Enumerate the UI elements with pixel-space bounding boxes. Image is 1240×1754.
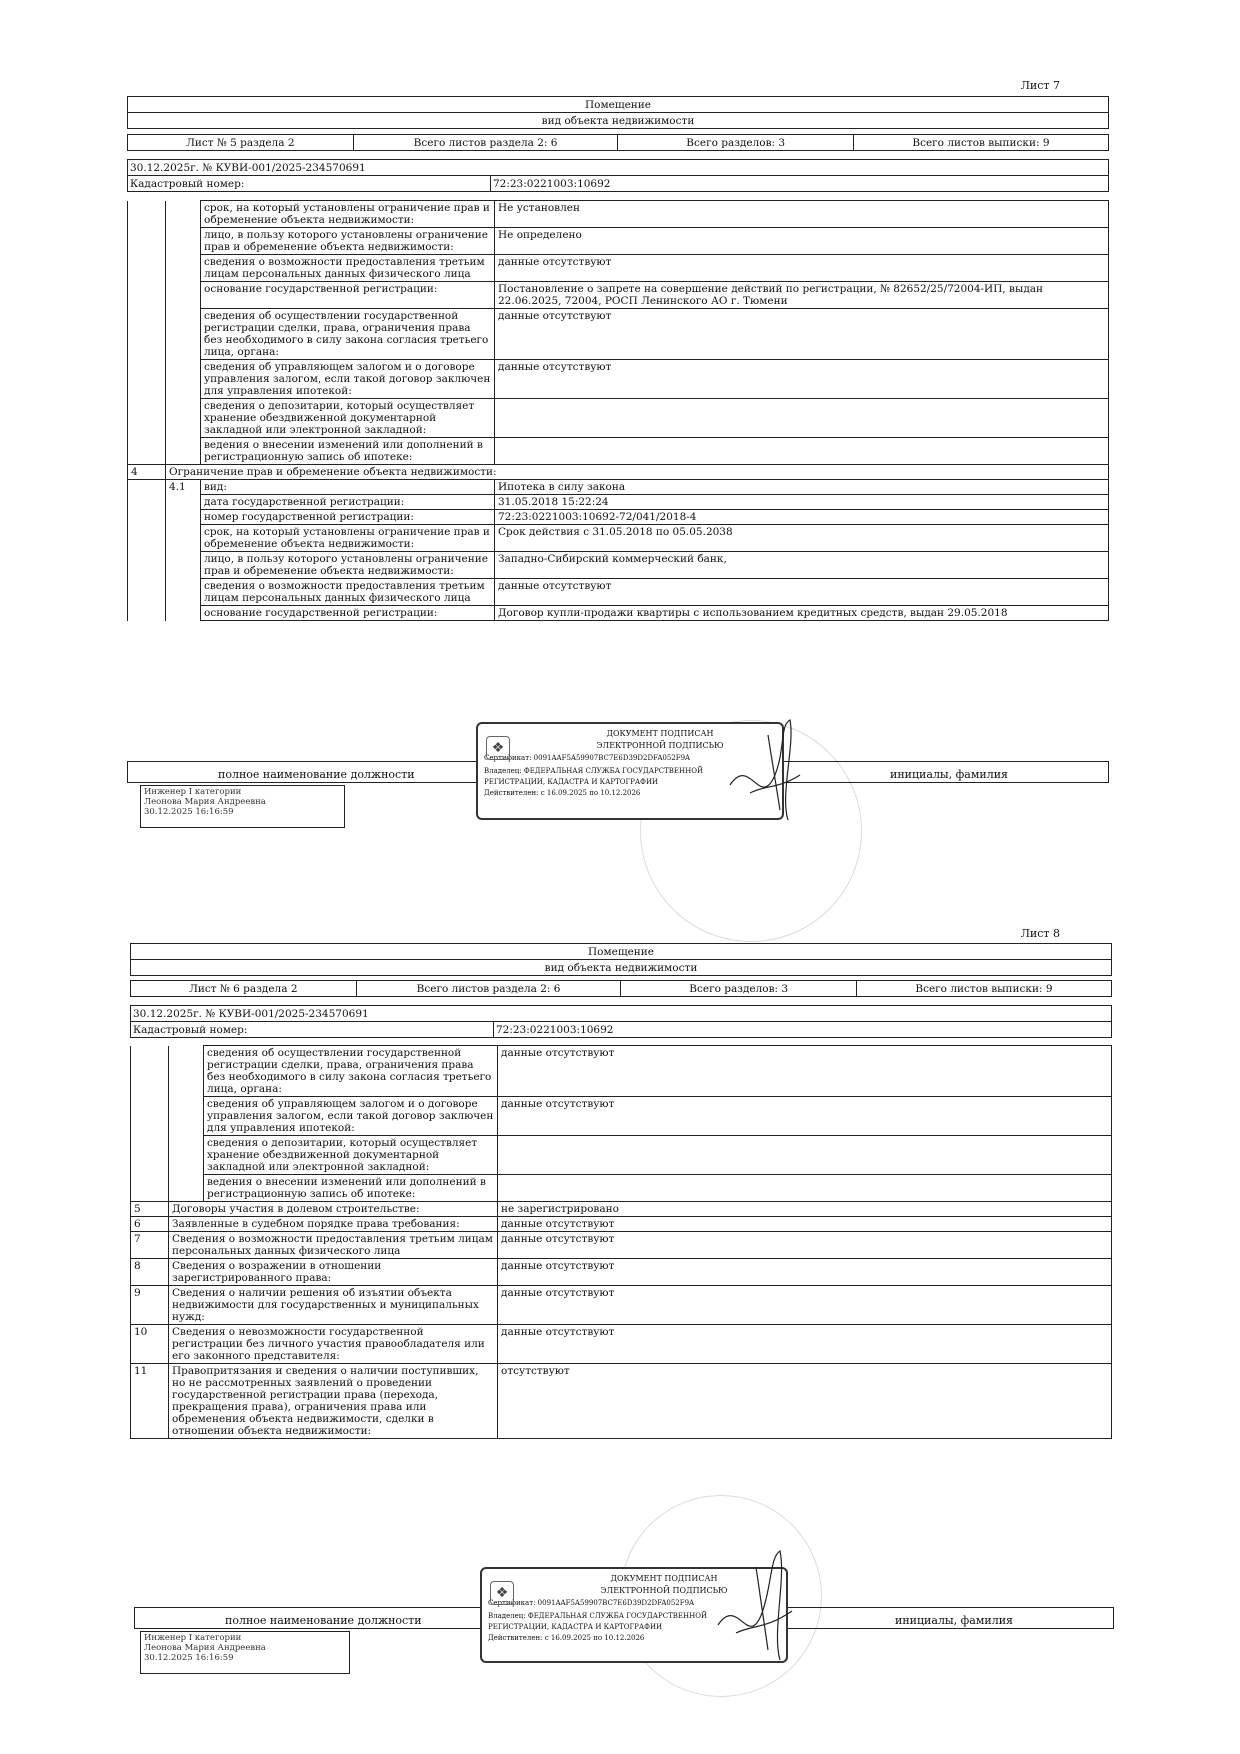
sheet-number: Лист 7	[1020, 79, 1060, 92]
field-value: Срок действия с 31.05.2018 по 05.05.2038	[495, 525, 1109, 552]
cadastral-label: Кадастровый номер:	[128, 176, 491, 192]
field-value: Постановление о запрете на совершение действий по регистрации, № 82652/25/72004-ИП, выдан 22.06.2025, 72004, РОСП Ленинского АО г. Тюмени	[495, 282, 1109, 309]
field-label: сведения о депозитарии, который осуществляет хранение обездвиженной документарной закладной или электронной закладной:	[201, 399, 495, 438]
owner-2: РЕГИСТРАЦИИ, КАДАСТРА И КАРТОГРАФИИ	[484, 778, 659, 786]
table-row	[131, 1046, 1112, 1097]
table-row	[128, 606, 1109, 621]
table-row	[131, 1136, 1112, 1175]
subsection-number-cell	[169, 1046, 204, 1097]
field-label: Правопритязания и сведения о наличии поступивших, но не рассмотренных заявлений о проведении государственной регистрации права (перехода, прекращения права), ограничения права или обременения объекта недвижимости, сделки в отношении объекта недвижимости:	[169, 1364, 498, 1439]
field-label: Сведения о возможности предоставления третьим лицам персональных данных физического лица	[169, 1232, 498, 1259]
field-value: 72:23:0221003:10692-72/041/2018-4	[495, 510, 1109, 525]
encumbrance-table	[127, 200, 1109, 621]
doc-number: 30.12.2025г. № КУВИ-001/2025-234570691	[128, 160, 1109, 176]
employee-position: Инженер I категории	[144, 787, 242, 797]
row-number-cell	[128, 255, 166, 282]
field-value: Не определено	[495, 228, 1109, 255]
subsection-number-cell	[169, 1097, 204, 1136]
total-sheets-section: Всего листов раздела 2: 6	[356, 981, 621, 997]
valid-period: Действителен: с 16.09.2025 по 10.12.2026	[488, 1634, 645, 1642]
table-row	[131, 1325, 1112, 1364]
employee-box	[140, 1631, 350, 1674]
field-label: вид:	[201, 480, 495, 495]
field-label: основание государственной регистрации:	[201, 606, 495, 621]
field-label: сведения об управляющем залогом и о договоре управления залогом, если такой договор заключен для управления ипотекой:	[204, 1097, 498, 1136]
table-row	[131, 1259, 1112, 1286]
row-number-cell: 8	[131, 1259, 169, 1286]
table-row	[128, 480, 1109, 495]
initials-label: инициалы, фамилия	[894, 1614, 1013, 1627]
rights-table	[130, 1045, 1112, 1439]
field-value	[498, 1136, 1112, 1175]
section-number: 4	[128, 465, 166, 480]
field-label: ведения о внесении изменений или дополнений в регистрационную запись об ипотеке:	[201, 438, 495, 465]
table-row	[131, 1364, 1112, 1439]
field-label: ведения о внесении изменений или дополнений в регистрационную запись об ипотеке:	[204, 1175, 498, 1202]
position-label: полное наименование должности	[225, 1614, 422, 1627]
row-number-cell: 9	[131, 1286, 169, 1325]
employee-datetime: 30.12.2025 16:16:59	[144, 807, 234, 817]
field-value: данные отсутствуют	[498, 1046, 1112, 1097]
table-row	[128, 309, 1109, 360]
row-number-cell	[128, 201, 166, 228]
table-row	[128, 282, 1109, 309]
field-label: Сведения о наличии решения об изъятии объекта недвижимости для государственных и муниципальных нужд:	[169, 1286, 498, 1325]
employee-name: Леонова Мария Андреевна	[144, 1643, 266, 1653]
total-sections: Всего разделов: 3	[618, 135, 853, 151]
table-row	[128, 438, 1109, 465]
subsection-number-cell	[166, 255, 201, 282]
row-number-cell	[128, 309, 166, 360]
total-sheets: Всего листов выписки: 9	[853, 135, 1108, 151]
row-number-cell	[128, 552, 166, 579]
field-value: данные отсутствуют	[495, 309, 1109, 360]
field-value: данные отсутствуют	[498, 1232, 1112, 1259]
emblem-icon: ❖	[486, 736, 510, 760]
sheet-no: Лист № 5 раздела 2	[128, 135, 354, 151]
certificate: Сертификат: 0091AAF5A59907BC7E6D39D2DFA052F9A	[484, 754, 691, 762]
total-sheets-section: Всего листов раздела 2: 6	[353, 135, 618, 151]
row-number-cell	[128, 579, 166, 606]
doc-number-block	[127, 159, 1109, 192]
field-value: Договор купли-продажи квартиры с использованием кредитных средств, выдан 29.05.2018	[495, 606, 1109, 621]
subsection-number-cell	[166, 495, 201, 510]
subsection-number-cell	[166, 438, 201, 465]
subsection-number-cell	[166, 552, 201, 579]
field-label: лицо, в пользу которого установлены ограничение прав и обременение объекта недвижимости:	[201, 228, 495, 255]
total-sheets: Всего листов выписки: 9	[856, 981, 1111, 997]
sheet-no: Лист № 6 раздела 2	[131, 981, 357, 997]
field-label: номер государственной регистрации:	[201, 510, 495, 525]
row-number-cell	[131, 1097, 169, 1136]
table-row	[128, 201, 1109, 228]
row-number-cell	[128, 480, 166, 495]
sheet-number: Лист 8	[1020, 927, 1060, 940]
row-number-cell	[131, 1046, 169, 1097]
field-value: Ипотека в силу закона	[495, 480, 1109, 495]
sheet-counters	[127, 134, 1109, 151]
field-label: сведения об управляющем залогом и о договоре управления залогом, если такой договор заключен для управления ипотекой:	[201, 360, 495, 399]
subsection-number-cell	[169, 1175, 204, 1202]
table-row	[128, 255, 1109, 282]
object-type-header	[127, 96, 1109, 129]
table-row	[131, 1202, 1112, 1217]
table-row	[131, 1286, 1112, 1325]
row-number-cell: 11	[131, 1364, 169, 1439]
row-number-cell	[128, 606, 166, 621]
table-row	[131, 1097, 1112, 1136]
section-title: Ограничение прав и обременение объекта недвижимости:	[166, 465, 1109, 480]
field-label: лицо, в пользу которого установлены ограничение прав и обременение объекта недвижимости:	[201, 552, 495, 579]
subsection-number-cell	[166, 309, 201, 360]
row-number-cell	[128, 525, 166, 552]
row-number-cell	[128, 360, 166, 399]
field-label: срок, на который установлены ограничение прав и обременение объекта недвижимости:	[201, 201, 495, 228]
total-sections: Всего разделов: 3	[621, 981, 856, 997]
field-value: данные отсутствуют	[498, 1097, 1112, 1136]
cadastral-label: Кадастровый номер:	[131, 1022, 494, 1038]
handwritten-signature	[720, 715, 810, 825]
field-label: Сведения о возражении в отношении зарегистрированного права:	[169, 1259, 498, 1286]
cadastral-value: 72:23:0221003:10692	[490, 176, 1108, 192]
doc-number-block	[130, 1005, 1112, 1038]
subsection-number-cell	[166, 282, 201, 309]
cadastral-value: 72:23:0221003:10692	[493, 1022, 1111, 1038]
subsection-number-cell	[166, 360, 201, 399]
sheet-counters	[130, 980, 1112, 997]
row-number-cell	[128, 510, 166, 525]
field-value: данные отсутствуют	[495, 579, 1109, 606]
field-label: сведения об осуществлении государственной регистрации сделки, права, ограничения права без необходимого в силу закона согласия третьего лица, органа:	[201, 309, 495, 360]
table-row	[128, 228, 1109, 255]
subsection-number-cell	[169, 1136, 204, 1175]
table-row	[128, 552, 1109, 579]
employee-box	[140, 785, 345, 828]
subsection-number-cell	[166, 510, 201, 525]
field-label: основание государственной регистрации:	[201, 282, 495, 309]
field-value: данные отсутствуют	[495, 255, 1109, 282]
initials-label: инициалы, фамилия	[889, 768, 1008, 781]
section-row	[128, 465, 1109, 480]
field-value: данные отсутствуют	[498, 1217, 1112, 1232]
field-label: сведения о депозитарии, который осуществляет хранение обездвиженной документарной закладной или электронной закладной:	[204, 1136, 498, 1175]
emblem-icon: ❖	[490, 1581, 514, 1605]
field-label: Сведения о невозможности государственной регистрации без личного участия правообладателя или его законного представителя:	[169, 1325, 498, 1364]
row-number-cell: 7	[131, 1232, 169, 1259]
field-value: Не установлен	[495, 201, 1109, 228]
position-label: полное наименование должности	[218, 768, 415, 781]
field-label: сведения об осуществлении государственной регистрации сделки, права, ограничения права без необходимого в силу закона согласия третьего лица, органа:	[204, 1046, 498, 1097]
subsection-number-cell: 4.1	[166, 480, 201, 495]
employee-datetime: 30.12.2025 16:16:59	[144, 1653, 234, 1663]
table-row	[131, 1175, 1112, 1202]
object-type: Помещение	[131, 944, 1112, 960]
field-value: данные отсутствуют	[498, 1259, 1112, 1286]
subsection-number-cell	[166, 201, 201, 228]
subsection-number-cell	[166, 606, 201, 621]
table-row	[128, 525, 1109, 552]
field-label: срок, на который установлены ограничение прав и обременение объекта недвижимости:	[201, 525, 495, 552]
field-label: Заявленные в судебном порядке права требования:	[169, 1217, 498, 1232]
object-type: Помещение	[128, 97, 1109, 113]
table-row	[128, 399, 1109, 438]
row-number-cell	[131, 1175, 169, 1202]
object-type-header	[130, 943, 1112, 976]
valid-period: Действителен: с 16.09.2025 по 10.12.2026	[484, 789, 641, 797]
field-value: Западно-Сибирский коммерческий банк,	[495, 552, 1109, 579]
table-row	[128, 510, 1109, 525]
handwritten-signature	[710, 1545, 800, 1665]
table-row	[131, 1232, 1112, 1259]
stamp-title-1: ДОКУМЕНТ ПОДПИСАН	[606, 729, 714, 738]
table-row	[131, 1217, 1112, 1232]
object-type-subtitle: вид объекта недвижимости	[128, 113, 1109, 129]
field-label: сведения о возможности предоставления третьим лицам персональных данных физического лица	[201, 579, 495, 606]
field-value: данные отсутствуют	[495, 360, 1109, 399]
field-label: Договоры участия в долевом строительстве:	[169, 1202, 498, 1217]
stamp-title-2: ЭЛЕКТРОННОЙ ПОДПИСЬЮ	[596, 741, 724, 750]
row-number-cell: 6	[131, 1217, 169, 1232]
employee-name: Леонова Мария Андреевна	[144, 797, 266, 807]
field-value: 31.05.2018 15:22:24	[495, 495, 1109, 510]
row-number-cell	[128, 228, 166, 255]
employee-position: Инженер I категории	[144, 1633, 242, 1643]
sheet-8	[0, 845, 1240, 1722]
row-number-cell	[128, 495, 166, 510]
row-number-cell	[128, 438, 166, 465]
field-label: сведения о возможности предоставления третьим лицам персональных данных физического лица	[201, 255, 495, 282]
object-type-subtitle: вид объекта недвижимости	[131, 960, 1112, 976]
field-value	[498, 1175, 1112, 1202]
stamp-title-2: ЭЛЕКТРОННОЙ ПОДПИСЬЮ	[600, 1586, 728, 1595]
subsection-number-cell	[166, 228, 201, 255]
certificate: Сертификат: 0091AAF5A59907BC7E6D39D2DFA052F9A	[488, 1599, 695, 1607]
field-value: данные отсутствуют	[498, 1325, 1112, 1364]
stamp-title-1: ДОКУМЕНТ ПОДПИСАН	[610, 1574, 718, 1583]
row-number-cell: 5	[131, 1202, 169, 1217]
subsection-number-cell	[166, 579, 201, 606]
owner-1: Владелец: ФЕДЕРАЛЬНАЯ СЛУЖБА ГОСУДАРСТВЕННОЙ	[488, 1612, 708, 1620]
field-value	[495, 399, 1109, 438]
row-number-cell	[131, 1136, 169, 1175]
owner-2: РЕГИСТРАЦИИ, КАДАСТРА И КАРТОГРАФИИ	[488, 1623, 663, 1631]
row-number-cell	[128, 282, 166, 309]
subsection-number-cell	[166, 399, 201, 438]
owner-1: Владелец: ФЕДЕРАЛЬНАЯ СЛУЖБА ГОСУДАРСТВЕННОЙ	[484, 767, 704, 775]
field-value: данные отсутствуют	[498, 1286, 1112, 1325]
subsection-number-cell	[166, 525, 201, 552]
field-value: отсутствуют	[498, 1364, 1112, 1439]
row-number-cell: 10	[131, 1325, 169, 1364]
doc-number: 30.12.2025г. № КУВИ-001/2025-234570691	[131, 1006, 1112, 1022]
field-label: дата государственной регистрации:	[201, 495, 495, 510]
table-row	[128, 495, 1109, 510]
row-number-cell	[128, 399, 166, 438]
field-value	[495, 438, 1109, 465]
table-row	[128, 579, 1109, 606]
field-value: не зарегистрировано	[498, 1202, 1112, 1217]
table-row	[128, 360, 1109, 399]
